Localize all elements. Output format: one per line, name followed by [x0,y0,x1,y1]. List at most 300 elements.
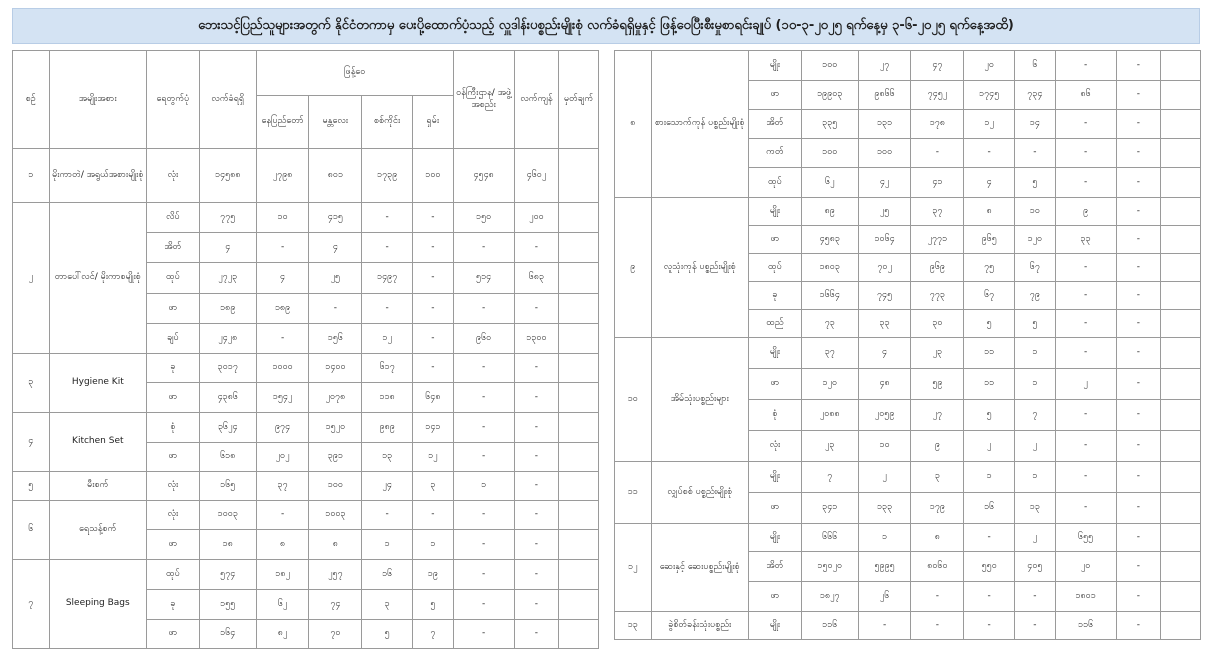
mandalay-cell: ၈၀၆၀ [911,552,964,582]
table-row [615,612,1201,640]
naypyitaw-cell: ၁ [858,524,911,552]
received-cell: ၃၆၂၄ [199,413,256,443]
right-table-body [615,51,1201,640]
balance-cell: - [1116,81,1161,110]
group-number: ၇ [13,560,50,649]
received-cell: ၇၇၅ [199,203,256,233]
remark-cell [559,383,599,413]
remark-cell [559,620,599,649]
unit-cell: ထုပ် [749,254,802,282]
balance-cell: - [514,413,559,443]
mandalay-cell: ၁၄၀၀ [309,354,362,383]
remark-cell [1161,369,1201,400]
ministry-cell: - [1055,168,1116,198]
shan-cell: ၁ [1015,369,1056,400]
remark-cell [559,354,599,383]
remark-cell [1161,552,1201,582]
received-cell: ၂၀၈၈ [801,400,858,431]
remark-cell [1161,254,1201,282]
ministry-cell: - [453,294,514,324]
header-remark: မှတ်ချက် [559,51,599,149]
balance-cell: - [514,620,559,649]
unit-cell: ခု [147,354,200,383]
mandalay-cell: - [911,139,964,168]
ministry-cell: - [453,590,514,620]
ministry-cell: ၉၆၀ [453,324,514,354]
sagaing-cell: - [362,203,413,233]
unit-cell: ဖာ [147,294,200,324]
shan-cell: ၁ [1015,338,1056,369]
group-name: ခွဲစိတ်ခန်းသုံးပစ္စည်း [651,612,748,640]
table-row [615,198,1201,226]
balance-cell: - [1116,493,1161,524]
balance-cell: - [1116,400,1161,431]
shan-cell: - [413,324,454,354]
received-cell: ၃၀၁၇ [199,354,256,383]
naypyitaw-cell: - [256,233,309,263]
group-number: ၄ [13,413,50,472]
sagaing-cell: ၁၄၉၇ [362,263,413,294]
ministry-cell: - [1055,282,1116,310]
group-number: ၁၀ [615,338,652,462]
balance-cell: - [514,354,559,383]
received-cell: ၁၈၀၃ [801,254,858,282]
shan-cell: ၄၀၅ [1015,552,1056,582]
sagaing-cell: ၁၁ [964,338,1015,369]
received-cell: ၂၄၂၈ [199,324,256,354]
shan-cell: ၁၄၁ [413,413,454,443]
sagaing-cell: ၆၇ [964,282,1015,310]
unit-cell: ချပ် [147,324,200,354]
mandalay-cell: ၂၅ [309,263,362,294]
mandalay-cell: ၁၇၈ [911,110,964,139]
sagaing-cell: ၁ [964,462,1015,493]
right-distribution-table [614,50,1201,640]
mandalay-cell: ၁၀၀၃ [309,501,362,530]
header-mandalay: မန္တလေး [309,96,362,149]
remark-cell [559,233,599,263]
shan-cell: - [413,354,454,383]
naypyitaw-cell: ၂၀၅၉ [858,400,911,431]
mandalay-cell: ၉၆၉ [911,254,964,282]
naypyitaw-cell: ၈၂ [256,620,309,649]
received-cell: ၁၆၅ [199,472,256,501]
balance-cell: - [1116,110,1161,139]
balance-cell: - [1116,198,1161,226]
table-row [615,338,1201,369]
received-cell: ၈၉ [801,198,858,226]
group-number: ၁၂ [615,524,652,612]
naypyitaw-cell: ၅၉၉၅ [858,552,911,582]
sagaing-cell: - [964,139,1015,168]
naypyitaw-cell: ၈ [256,530,309,560]
sagaing-cell: ၂၄ [362,472,413,501]
unit-cell: လုံး [749,431,802,462]
mandalay-cell: ၄ [309,233,362,263]
shan-cell: ၁၃ [1015,493,1056,524]
remark-cell [1161,226,1201,254]
mandalay-cell: ၉ [911,431,964,462]
received-cell: ၆၂ [801,168,858,198]
balance-cell: - [1116,431,1161,462]
shan-cell: ၁၉ [413,560,454,590]
received-cell: ၆၆၆ [801,524,858,552]
ministry-cell: ၆၅၅ [1055,524,1116,552]
ministry-cell: ၄၅၄၈ [453,149,514,203]
sagaing-cell: ၉၈၉ [362,413,413,443]
header-type: အမျိုးအစား [49,51,146,149]
shan-cell: ၁၄ [1015,110,1056,139]
balance-cell: - [514,590,559,620]
header-unit: ရေတွက်ပုံ [147,51,200,149]
group-name: လျှပ်စစ် ပစ္စည်းမျိုးစုံ [651,462,748,524]
group-name: ဆေးနှင့် ဆေးပစ္စည်းမျိုးစုံ [651,524,748,612]
received-cell: ၇၃ [801,310,858,338]
unit-cell: လုံး [147,472,200,501]
balance-cell: - [1116,310,1161,338]
ministry-cell: ၂၀ [1055,552,1116,582]
remark-cell [1161,282,1201,310]
unit-cell: ထုပ် [749,168,802,198]
remark-cell [1161,400,1201,431]
naypyitaw-cell: ၄ [858,338,911,369]
mandalay-cell: ၈၀၁ [309,149,362,203]
unit-cell: အိတ် [749,110,802,139]
ministry-cell: ၈၆ [1055,81,1116,110]
sagaing-cell: ၁၆ [964,493,1015,524]
balance-cell: - [514,501,559,530]
ministry-cell: - [1055,139,1116,168]
ministry-cell: - [1055,51,1116,81]
shan-cell: ၆ [1015,51,1056,81]
received-cell: ၁၅၅ [199,590,256,620]
naypyitaw-cell: ၄၂ [858,168,911,198]
table-row [13,203,599,233]
table-row [615,524,1201,552]
header-balance: လက်ကျန် [514,51,559,149]
group-name: ရေသန့်စက် [49,501,146,560]
shan-cell: - [413,233,454,263]
table-row [13,413,599,443]
balance-cell: - [1116,254,1161,282]
left-distribution-table [12,50,599,649]
remark-cell [1161,139,1201,168]
mandalay-cell: ၇၇၃ [911,282,964,310]
group-name: လူသုံးကုန် ပစ္စည်းမျိုးစုံ [651,198,748,338]
received-cell: ၁၈၉ [199,294,256,324]
received-cell: ၆၁၈ [199,443,256,472]
sagaing-cell: - [964,524,1015,552]
shan-cell: ၂ [1015,431,1056,462]
sagaing-cell: - [362,501,413,530]
sagaing-cell: - [964,612,1015,640]
group-name: Sleeping Bags [49,560,146,649]
shan-cell: ၃ [413,472,454,501]
unit-cell: ဖာ [749,226,802,254]
naypyitaw-cell: ၁၀၀၀ [256,354,309,383]
remark-cell [1161,110,1201,139]
received-cell: ၃၇ [801,338,858,369]
balance-cell: - [514,530,559,560]
balance-cell: - [1116,552,1161,582]
received-cell: ၁၆၄ [199,620,256,649]
sagaing-cell: ၁၇၃၉ [362,149,413,203]
naypyitaw-cell: ၃၃ [858,310,911,338]
shan-cell: - [413,263,454,294]
unit-cell: အိတ် [147,233,200,263]
naypyitaw-cell: ၇၀၂ [858,254,911,282]
mandalay-cell: ၃၇ [911,198,964,226]
mandalay-cell: - [911,582,964,612]
mandalay-cell: ၇၄ [309,590,362,620]
shan-cell: ၁ [1015,462,1056,493]
ministry-cell: - [1055,400,1116,431]
unit-cell: အိတ် [749,552,802,582]
sagaing-cell: ၅ [964,310,1015,338]
group-name: အိမ်သုံးပစ္စည်းများ [651,338,748,462]
ministry-cell: ၉ [1055,198,1116,226]
group-name: တာပေါ်လင်/ မိုးကာစမျိုးစုံ [49,203,146,354]
mandalay-cell: ၁၀၀ [309,472,362,501]
received-cell: ၁၄၅၈၈ [199,149,256,203]
shan-cell: - [413,501,454,530]
mandalay-cell: ၄၁ [911,168,964,198]
balance-cell: - [514,472,559,501]
balance-cell: - [514,294,559,324]
received-cell: ၁၆၆၄ [801,282,858,310]
header-naypyitaw: နေပြည်တော် [256,96,309,149]
shan-cell: ၁၂ [413,443,454,472]
unit-cell: လိပ် [147,203,200,233]
naypyitaw-cell: ၄၈ [858,369,911,400]
table-row [13,472,599,501]
balance-cell: - [1116,168,1161,198]
shan-cell: ၇ [413,620,454,649]
remark-cell [559,443,599,472]
mandalay-cell: ၂၅၇ [309,560,362,590]
table-row [13,149,599,203]
received-cell: ၄၃၈၆ [199,383,256,413]
shan-cell: ၅ [1015,310,1056,338]
mandalay-cell: ၂၀၇၈ [309,383,362,413]
received-cell: ၁၀၀ [801,51,858,81]
received-cell: ၁၅၀၂၀ [801,552,858,582]
naypyitaw-cell: ၂၇၉၈ [256,149,309,203]
received-cell: ၄၅၈၃ [801,226,858,254]
group-number: ၃ [13,354,50,413]
ministry-cell: - [453,443,514,472]
mandalay-cell: ၈ [309,530,362,560]
group-number: ၂ [13,203,50,354]
mandalay-cell: ၁၅၂၀ [309,413,362,443]
shan-cell: ၇ [1015,400,1056,431]
remark-cell [1161,493,1201,524]
shan-cell: ၁၂၀ [1015,226,1056,254]
unit-cell: လုံး [147,149,200,203]
remark-cell [1161,198,1201,226]
header-received: လက်ခံရရှိ [199,51,256,149]
shan-cell: ၇၃၄ [1015,81,1056,110]
sagaing-cell: ၈ [964,198,1015,226]
header-distributed: ဖြန့်ဝေ [256,51,453,96]
sagaing-cell: ၁၃ [362,443,413,472]
table-row [13,560,599,590]
ministry-cell: - [453,560,514,590]
balance-cell: - [514,443,559,472]
received-cell: ၃၃၅ [801,110,858,139]
unit-cell: ဖာ [749,582,802,612]
balance-cell: - [1116,369,1161,400]
unit-cell: စုံ [147,413,200,443]
received-cell: ၁၉၉၀၃ [801,81,858,110]
naypyitaw-cell: ၇၄၅ [858,282,911,310]
shan-cell: ၁၀ [1015,198,1056,226]
unit-cell: လုံး [147,501,200,530]
ministry-cell: - [453,530,514,560]
naypyitaw-cell: - [256,324,309,354]
balance-cell: - [1116,139,1161,168]
remark-cell [559,149,599,203]
balance-cell: ၂၀၀ [514,203,559,233]
sagaing-cell: ၁ [362,530,413,560]
remark-cell [559,590,599,620]
group-number: ၈ [615,51,652,198]
remark-cell [559,560,599,590]
remark-cell [559,472,599,501]
ministry-cell: - [1055,462,1116,493]
ministry-cell: - [453,233,514,263]
received-cell: ၇ [801,462,858,493]
mandalay-cell: - [309,294,362,324]
mandalay-cell: ၈ [911,524,964,552]
sagaing-cell: ၅ [362,620,413,649]
group-number: ၅ [13,472,50,501]
remark-cell [559,324,599,354]
received-cell: ၄ [199,233,256,263]
received-cell: ၁၁၆ [801,612,858,640]
mandalay-cell: ၇၄၅၂ [911,81,964,110]
mandalay-cell: ၅၉ [911,369,964,400]
unit-cell: ကတ် [749,139,802,168]
sagaing-cell: ၃ [362,590,413,620]
naypyitaw-cell: ၁၈၂ [256,560,309,590]
sagaing-cell: ၅ [964,400,1015,431]
group-name: Kitchen Set [49,413,146,472]
naypyitaw-cell: ၂၀၂ [256,443,309,472]
remark-cell [559,413,599,443]
received-cell: ၁၂၀ [801,369,858,400]
unit-cell: ဖာ [147,530,200,560]
left-table-body [13,149,599,649]
mandalay-cell: ၂၇ [911,400,964,431]
mandalay-cell: ၃၀ [911,310,964,338]
ministry-cell: ၁၅၀ [453,203,514,233]
shan-cell: ၁ [413,530,454,560]
received-cell: ၁၀၀၃ [199,501,256,530]
naypyitaw-cell: ၁၀ [256,203,309,233]
ministry-cell: - [1055,338,1116,369]
naypyitaw-cell: ၁၅၄၂ [256,383,309,413]
group-number: ၆ [13,501,50,560]
group-number: ၁ [13,149,50,203]
mandalay-cell: ၁၇၉ [911,493,964,524]
sagaing-cell: - [362,233,413,263]
unit-cell: ဖာ [749,369,802,400]
group-number: ၁၃ [615,612,652,640]
unit-cell: စုံ [749,400,802,431]
ministry-cell: - [1055,254,1116,282]
sagaing-cell: ၁၂ [964,110,1015,139]
remark-cell [559,294,599,324]
balance-cell: - [514,383,559,413]
naypyitaw-cell: ၁၈၉ [256,294,309,324]
shan-cell: - [1015,582,1056,612]
sagaing-cell: ၁၁ [964,369,1015,400]
naypyitaw-cell: ၂၇ [858,51,911,81]
unit-cell: ဖာ [749,81,802,110]
sagaing-cell: ၁၂ [362,324,413,354]
shan-cell: ၆၄၈ [413,383,454,413]
remark-cell [1161,338,1201,369]
sagaing-cell: ၂ [964,431,1015,462]
ministry-cell: - [1055,310,1116,338]
header-shan: ရှမ်း [413,96,454,149]
report-title: ဘေးသင့်ပြည်သူများအတွက် နိုင်ငံတကာမှ ပေးပို့ထောက်ပံ့သည့် လှူဒါန်းပစ္စည်းမျိုးစုံ လက်ခံရရှိမှုနှင့် ဖြန့်ဝေပြီးစီးမှုစာရင်းချုပ် (၁၀-၃-၂၀၂၅ ရက်နေ့မှ ၃-၆-၂၀၂၅ ရက်နေ့အထိ) [12,8,1200,44]
shan-cell: - [1015,139,1056,168]
shan-cell: ၇၉ [1015,282,1056,310]
shan-cell: ၅ [413,590,454,620]
shan-cell: - [1015,612,1056,640]
mandalay-cell: ၃၉၁ [309,443,362,472]
ministry-cell: ၃၃ [1055,226,1116,254]
group-name: Hygiene Kit [49,354,146,413]
ministry-cell: ၅၁၄ [453,263,514,294]
table-row [615,462,1201,493]
ministry-cell: ၁၁၆ [1055,612,1116,640]
balance-cell: - [1116,462,1161,493]
balance-cell: - [1116,226,1161,254]
ministry-cell: - [1055,431,1116,462]
shan-cell: - [413,203,454,233]
unit-cell: မျိုး [749,198,802,226]
ministry-cell: - [453,354,514,383]
naypyitaw-cell: ၂၆ [858,582,911,612]
ministry-cell: - [453,620,514,649]
naypyitaw-cell: ၁၃၃ [858,493,911,524]
group-number: ၉ [615,198,652,338]
received-cell: ၂၃ [801,431,858,462]
balance-cell: ၁၃၀၀ [514,324,559,354]
sagaing-cell: ၁၁၈ [362,383,413,413]
remark-cell [1161,612,1201,640]
ministry-cell: - [1055,493,1116,524]
balance-cell: - [1116,51,1161,81]
balance-cell: - [514,560,559,590]
sagaing-cell: ၂၀ [964,51,1015,81]
unit-cell: မျိုး [749,462,802,493]
naypyitaw-cell: ၃၇ [256,472,309,501]
mandalay-cell: ၂၇၇၁ [911,226,964,254]
naypyitaw-cell: ၁၀ [858,431,911,462]
received-cell: ၁၈ [199,530,256,560]
mandalay-cell: ၄၁၅ [309,203,362,233]
balance-cell: - [1116,338,1161,369]
unit-cell: ဖာ [147,620,200,649]
balance-cell: - [1116,282,1161,310]
received-cell: ၃၄၁ [801,493,858,524]
ministry-cell: ၁ [453,472,514,501]
unit-cell: မျိုး [749,51,802,81]
